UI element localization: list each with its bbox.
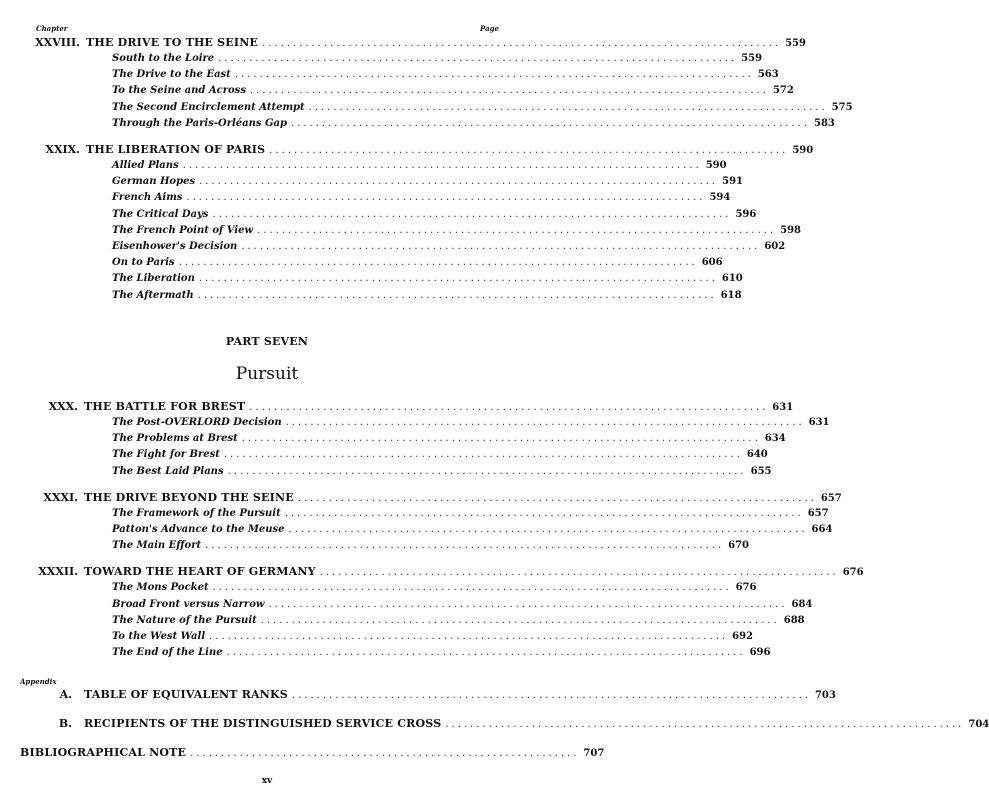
chapter-entry-title: THE BATTLE FOR BREST: [84, 400, 246, 413]
dot-leader: ....................................................................................: [198, 273, 718, 285]
bibliography-page: 707: [583, 748, 605, 759]
dot-leader: ....................................................................................: [308, 101, 828, 113]
dot-leader: ....................................................................................: [319, 567, 839, 579]
appendix-entry-page: 704: [968, 719, 989, 730]
section-entry[interactable]: [112, 101, 853, 113]
section-entry-title: Patton's Advance to the Meuse: [112, 524, 285, 535]
section-entry-title: Eisenhower's Decision: [112, 241, 238, 252]
section-entry-title: The Fight for Brest: [112, 449, 220, 461]
section-entry[interactable]: [112, 417, 830, 428]
dot-leader: ....................................................................................: [182, 160, 702, 171]
chapter-entry-title: THE DRIVE TO THE SEINE: [86, 36, 259, 49]
dot-leader: ....................................................................................: [218, 53, 738, 64]
dot-leader: ....................................................................................: [249, 85, 769, 97]
chapter-entry-title: TOWARD THE HEART OF GERMANY: [84, 565, 316, 579]
section-entry-title: German Hopes: [112, 176, 196, 188]
section-entry[interactable]: [112, 449, 768, 461]
appendix-entry-title: RECIPIENTS OF THE DISTINGUISHED SERVICE CROSS: [84, 717, 442, 730]
dot-leader: ....................................................................................: [288, 524, 808, 535]
section-entry-page: 657: [807, 507, 829, 519]
section-entry-page: 559: [741, 53, 763, 64]
section-entry-page: 684: [791, 598, 813, 610]
section-entry-title: South to the Loire: [112, 53, 215, 64]
dot-leader: ....................................................................................: [445, 719, 965, 730]
section-entry[interactable]: [112, 53, 763, 64]
section-entry-page: 596: [735, 208, 757, 220]
section-entry[interactable]: [112, 192, 731, 204]
section-entry[interactable]: [112, 524, 833, 535]
section-entry[interactable]: [112, 273, 743, 285]
dot-leader: ....................................................................................: [291, 690, 811, 701]
dot-leader: ....................................................................................: [249, 402, 769, 413]
page-column-label: Page: [480, 24, 499, 33]
dot-leader: ....................................................................................: [178, 257, 698, 269]
appendix-entry[interactable]: [84, 688, 836, 701]
section-entry-title: To the West Wall: [112, 631, 206, 642]
appendix-entry-title: TABLE OF EQUIVALENT RANKS: [84, 688, 288, 701]
section-entry[interactable]: [112, 598, 813, 610]
section-entry[interactable]: [112, 208, 757, 220]
section-entry-page: 602: [764, 241, 786, 252]
section-entry-page: 664: [811, 524, 833, 535]
section-entry[interactable]: [112, 257, 723, 269]
section-entry-page: 594: [709, 192, 731, 204]
chapter-number: XXVIII.: [35, 36, 80, 49]
dot-leader: ....................................................................................: [234, 69, 754, 81]
chapter-entry-title: THE LIBERATION OF PARIS: [86, 143, 266, 156]
chapter-number: XXXI.: [43, 490, 78, 504]
dot-leader: ....................................................................................: [297, 492, 817, 504]
section-entry-title: The Second Encirclement Attempt: [112, 101, 305, 113]
section-entry-title: To the Seine and Across: [112, 85, 246, 97]
section-entry-page: 563: [757, 69, 779, 81]
chapter-entry[interactable]: [84, 400, 794, 413]
section-entry-title: French Aims: [112, 192, 183, 204]
appendix-letter: A.: [59, 688, 72, 701]
section-entry-page: 618: [720, 289, 742, 301]
section-entry-title: Allied Plans: [112, 160, 179, 171]
section-entry-title: The Framework of the Pursuit: [112, 507, 281, 519]
dot-leader: ....................................................................................: [257, 224, 777, 236]
appendix-label: Appendix: [20, 677, 57, 686]
chapter-entry[interactable]: [86, 36, 806, 49]
section-entry-page: 655: [750, 465, 772, 477]
dot-leader: ....................................................................................: [260, 614, 780, 626]
section-entry[interactable]: [112, 69, 779, 81]
chapter-entry-page: 657: [820, 492, 842, 504]
section-entry[interactable]: [112, 85, 794, 97]
dot-leader: ....................................................................................: [205, 540, 725, 552]
chapter-column-label: Chapter: [36, 24, 68, 33]
part-label: PART SEVEN: [225, 335, 309, 348]
dot-leader: ....................................................................................: [223, 449, 743, 461]
chapter-entry-page: 676: [842, 567, 864, 579]
section-entry[interactable]: [112, 465, 772, 477]
chapter-number: XXXII.: [38, 565, 78, 579]
dot-leader: ....................................................................................: [186, 192, 706, 204]
toc-entry-bibliography[interactable]: [20, 746, 605, 759]
section-entry-page: 634: [764, 433, 786, 445]
part-name: Pursuit: [235, 364, 299, 384]
dot-leader: ....................................................................................: [212, 208, 732, 220]
section-entry-title: The Critical Days: [112, 208, 209, 220]
section-entry-title: On to Paris: [112, 257, 175, 269]
chapter-entry[interactable]: [86, 143, 814, 156]
section-entry-title: The Liberation: [112, 273, 195, 285]
chapter-entry[interactable]: [84, 490, 842, 504]
section-entry[interactable]: [112, 289, 742, 301]
dot-leader: ....................................................................................: [269, 145, 789, 156]
section-entry-page: 606: [701, 257, 723, 269]
section-entry-title: The Main Effort: [112, 540, 202, 552]
section-entry-title: Broad Front versus Narrow: [112, 598, 265, 610]
dot-leader: ....................................................................................: [199, 176, 719, 188]
section-entry-page: 670: [728, 540, 749, 552]
section-entry-title: The Problems at Brest: [112, 433, 238, 445]
dot-leader: ....................................................................................: [227, 465, 747, 477]
dot-leader: ....................................................................................: [284, 507, 804, 519]
section-entry[interactable]: [112, 582, 757, 594]
section-entry-page: 696: [749, 647, 771, 659]
dot-leader: ....................................................................................: [291, 117, 811, 129]
section-entry-page: 688: [783, 614, 805, 626]
chapter-entry-title: THE DRIVE BEYOND THE SEINE: [84, 490, 294, 504]
section-entry-page: 590: [705, 160, 727, 171]
appendix-entry-page: 703: [814, 690, 836, 701]
section-entry[interactable]: [112, 631, 754, 642]
section-entry-title: The Aftermath: [112, 289, 194, 301]
chapter-entry-page: 590: [792, 145, 814, 156]
dot-leader: ....................................................................................: [226, 647, 746, 659]
appendix-entry[interactable]: [84, 717, 989, 730]
section-entry[interactable]: [112, 224, 802, 236]
chapter-entry[interactable]: [84, 565, 864, 579]
section-entry-page: 591: [722, 176, 743, 188]
section-entry-page: 583: [814, 117, 835, 129]
section-entry[interactable]: [112, 540, 749, 552]
chapter-entry-page: 631: [772, 402, 794, 413]
section-entry[interactable]: [112, 117, 835, 129]
chapter-entry-page: 559: [785, 38, 806, 49]
section-entry-page: 692: [732, 631, 754, 642]
section-entry-title: The Best Laid Plans: [112, 465, 224, 477]
section-entry-page: 610: [721, 273, 743, 285]
section-entry-title: Through the Paris-Orléans Gap: [112, 117, 287, 129]
section-entry-title: The French Point of View: [112, 224, 254, 236]
section-entry-page: 631: [808, 417, 830, 428]
dot-leader: ....................................................................................: [209, 631, 729, 642]
section-entry-title: The End of the Line: [112, 647, 223, 659]
section-entry-title: The Drive to the East: [112, 69, 231, 81]
section-entry-page: 676: [735, 582, 757, 594]
dot-leader: ....................................................................................: [285, 417, 805, 428]
section-entry[interactable]: [112, 160, 727, 171]
dot-leader: ....................................................................................: [197, 289, 717, 301]
chapter-number: XXX.: [48, 400, 78, 413]
dot-leader: ....................................................................................: [241, 241, 761, 252]
section-entry[interactable]: [112, 614, 805, 626]
dot-leader: ....................................................................................: [212, 582, 732, 594]
section-entry[interactable]: [112, 241, 786, 252]
dot-leader: ....................................................................................: [268, 598, 788, 610]
section-entry-title: The Post-OVERLORD Decision: [112, 417, 282, 428]
section-entry[interactable]: [112, 507, 829, 519]
dot-leader: ....................................................................................: [262, 38, 782, 49]
dot-leader: ...............................................................: [190, 748, 580, 759]
page-folio: xv: [261, 776, 273, 786]
bibliography-title: BIBLIOGRAPHICAL NOTE: [20, 746, 187, 759]
appendix-letter: B.: [58, 717, 72, 730]
section-entry-page: 572: [772, 85, 794, 97]
section-entry-page: 598: [780, 224, 802, 236]
dot-leader: ....................................................................................: [241, 433, 761, 445]
section-entry-title: The Mons Pocket: [112, 582, 209, 594]
section-entry-page: 640: [746, 449, 768, 461]
section-entry[interactable]: [112, 433, 786, 445]
chapter-number: XXIX.: [45, 143, 80, 156]
section-entry[interactable]: [112, 176, 743, 188]
section-entry[interactable]: [112, 647, 771, 659]
section-entry-title: The Nature of the Pursuit: [112, 614, 257, 626]
section-entry-page: 575: [831, 101, 853, 113]
